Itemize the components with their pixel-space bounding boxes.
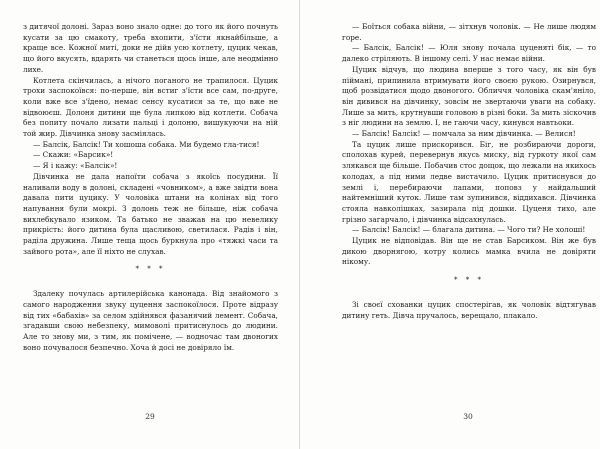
paragraph: — Балсік, Балсік! Ти хошоша собака. Ми будемо гла-тися! — [33, 139, 260, 149]
paragraph: — Я і кажу: «Балсік»! — [33, 161, 118, 171]
paragraph: — Балсік! Балсік! — благала дитина. — Чого ти? Не холоші! — [352, 225, 586, 235]
paragraph: Дівчинка не дала напоїти собача з якоїсь посудини. Її наливали воду в долоні, складені «човником», а вже звідти вона давала пити цуцику. У чоловіка штани на колінах від того напування були мокрі. З долонь теж не більше, ніж собача вихлебкувало язиком. Та батько не зважав на цю невелику прикрість: його дитина була щасливою, светилася. Радів і він, раділа дружина. Лише теща щось буркнула про «тяжкі часи та зайвого рота», але її ніхто не слухав. — [23, 171, 278, 256]
paragraph: Та цуцик лише прискорився. Біг, не розбираючи дороги, сполохав курей, перевернув якусь миску, від гуркоту якої сам злякався ще більше. Побачив стос дощок, що лежали на якихось колодах, а під ними ледве вистачило. Цуцик притиснувся до землі і, перебираючи лапами, поповз у найдальший найтемніший куток. Лише там зупинився, віддихався. Дівчинка стояла навколішках, зазирала під дошки. Цуценя тихо, але грізно загарчало, і дівчинка відсахнулась. — [342, 139, 596, 224]
page-number-right: 30 — [463, 412, 473, 421]
paragraph: — Балсік! Балсік! — помчала за ним дівчинка. — Велися! — [352, 129, 576, 139]
paragraph: Цуцик відчув, що людина вперше з того часу, як він був піймані, припинила втримувати його своєю рукою. Озирнувся, щоб розвідатися щодо двоногого. Обличчя чоловіка скам'яніло, він дивився на дівчинку, зовсім не звертаючи уваги на собаку. Лише за мить, крутнувши головою в різні боки. За мить зіскочив з ніг людини на землю. І, не гаючи часу, кинувся навтьоки. — [342, 64, 596, 128]
paragraph: Котлета скінчилась, а нічого поганого не трапилося. Цуцик трохи заспокоївся: по-перше, він встиг з'їсти все сам, по-друге, коли вже все з'їдено, немає сенсу кусатися за те, що вже не відвоюєш. Долоня дитини ще була липкою від котлети. Собача без попиту почало лизати пальці і долоню, вишукуючи на ній той жир. Дівчинка знову засміялась. — [23, 75, 278, 139]
right-page-text — [342, 22, 596, 321]
paragraph: Цуцик не відповідав. Він ще не став Барсиком. Він же був дикою дворнягою, котру колись мамка вчила не довіряти нікому. — [342, 236, 596, 267]
paragraph: — Боїться собака війни, — зітхнув чоловік. — Не лише людям горе. — [342, 22, 596, 42]
section-separator: * * * — [454, 276, 484, 285]
paragraph: Здалеку почулась артилерійська канонада. Від знайомого з самого народження звуку цуцення заспокоїлося. Проте відразу від тих «бабахів» за селом здійнявся фазанячий лемент. Собача, згадавши свою небезпеку, мимоволі притиснулось до людини. Але то знову ми, з тим, як помічене, — водночас там двоногих воно почувалося безпечно. Хоча й досі не довіряло їм. — [23, 289, 278, 352]
left-page-text — [23, 22, 278, 353]
paragraph: — Балсік, Балсік! — Юля знову почала цуценяті бік, — то далеко стріляють. В іншому селі. У нас немає війни. — [342, 43, 596, 64]
paragraph: Зі своєї схованки цуцик спостерігав, як чоловік відтягував дитину геть. Дівча пручалось, верещало, плакало. — [342, 299, 596, 320]
paragraph: — Скажи: «Барсик»! — [33, 150, 114, 160]
right-page — [300, 0, 600, 449]
page-number-left: 29 — [145, 412, 155, 421]
section-separator: * * * — [135, 265, 166, 274]
paragraph: з дитячої долоні. Зараз воно знало одне: до того як його почнуть кусати за цю смакоту, треба вхопити, з'їсти якнайбільше, а краще все. Кожної миті, доки не дійв усю котлету, цуцик чекав, що його вкусять, вдарять чи станеться щось інше, але неодмінно лихе. — [23, 22, 278, 74]
